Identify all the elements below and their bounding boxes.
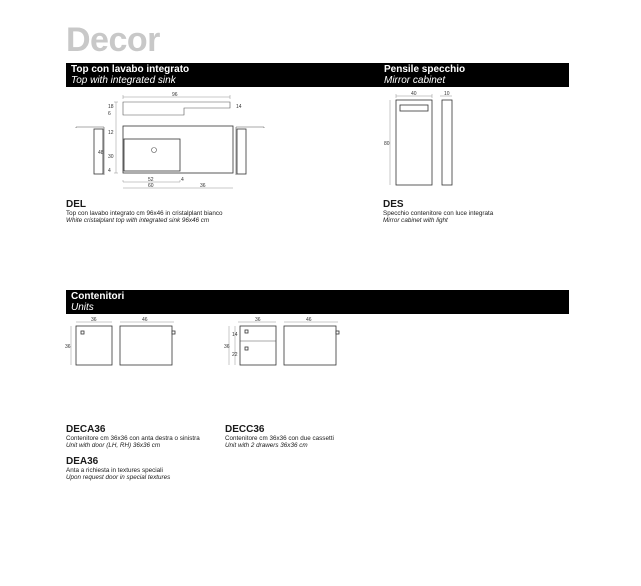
section-title-en: Mirror cabinet bbox=[384, 75, 446, 86]
product-code-deca36: DECA36 bbox=[66, 424, 106, 435]
product-desc-it: Anta a richiesta in textures speciali bbox=[66, 467, 163, 474]
del-dim-label: 6 bbox=[108, 111, 111, 117]
del-technical-drawing bbox=[60, 88, 330, 198]
del-sink-basin bbox=[124, 139, 180, 171]
product-code-decc36: DECC36 bbox=[225, 424, 265, 435]
section-title-it: Contenitori bbox=[71, 291, 125, 302]
decc36-dim-label: 36 bbox=[255, 317, 261, 323]
del-dim-label: 36 bbox=[200, 183, 206, 189]
decc36-hinge-icon bbox=[336, 331, 339, 334]
product-desc-it: Specchio contenitore con luce integrata bbox=[383, 210, 494, 217]
del-dim-label: 12 bbox=[108, 130, 114, 136]
section-header-top bbox=[66, 63, 383, 87]
product-desc-en: White cristalplant top with integrated sink 96x46 cm bbox=[66, 217, 210, 224]
des-dim-label: 40 bbox=[411, 91, 417, 97]
decc36-dim-label: 36 bbox=[224, 344, 230, 350]
deca36-dim-label: 36 bbox=[91, 317, 97, 323]
section-title-en: Top with integrated sink bbox=[71, 75, 176, 86]
decc36-technical-drawing bbox=[222, 316, 352, 376]
page-title: Decor bbox=[66, 21, 160, 59]
del-dim-width-label: 96 bbox=[172, 92, 178, 98]
deca36-hinge-icon bbox=[172, 331, 175, 334]
section-title-en: Units bbox=[71, 302, 94, 313]
des-dim-label: 10 bbox=[444, 91, 450, 97]
des-light-strip bbox=[400, 105, 428, 111]
product-desc-it: Contenitore cm 36x36 con due cassetti bbox=[225, 435, 334, 442]
decc36-knob-icon bbox=[245, 347, 248, 350]
deca36-technical-drawing bbox=[62, 316, 192, 376]
del-dim-label: 30 bbox=[108, 154, 114, 160]
del-dim-label: 4 bbox=[108, 168, 111, 174]
del-dim-label: 60 bbox=[148, 183, 154, 189]
decc36-dim-label: 46 bbox=[306, 317, 312, 323]
product-desc-en: Unit with 2 drawers 36x36 cm bbox=[225, 442, 308, 449]
del-dim-label: 48 bbox=[98, 150, 104, 156]
decc36-knob-icon bbox=[245, 330, 248, 333]
del-dim-left bbox=[114, 102, 118, 173]
section-header-units bbox=[66, 290, 569, 314]
product-code-del: DEL bbox=[66, 199, 86, 210]
des-mirror-side bbox=[442, 100, 452, 185]
del-dim-label: 52 bbox=[148, 177, 154, 183]
decc36-dim-label: 14 bbox=[232, 332, 238, 338]
des-technical-drawing bbox=[380, 88, 470, 198]
product-desc-en: Upon request door in special textures bbox=[66, 474, 171, 481]
section-header-mirror bbox=[379, 63, 569, 87]
product-code-dea36: DEA36 bbox=[66, 456, 99, 467]
del-top-plan bbox=[123, 102, 230, 115]
section-title-it: Pensile specchio bbox=[384, 64, 466, 75]
deca36-knob-icon bbox=[81, 331, 84, 334]
del-dim-label: 14 bbox=[236, 104, 242, 110]
del-dim-label: 18 bbox=[108, 104, 114, 110]
del-dim-label: 4 bbox=[181, 177, 184, 183]
deca36-side-view bbox=[120, 326, 172, 365]
des-dim-label: 80 bbox=[384, 141, 390, 147]
deca36-dim-label: 46 bbox=[142, 317, 148, 323]
product-code-des: DES bbox=[383, 199, 404, 210]
section-title-it: Top con lavabo integrato bbox=[71, 64, 190, 75]
des-mirror-front bbox=[396, 100, 432, 185]
deca36-dim-label: 36 bbox=[65, 344, 71, 350]
product-desc-it: Contenitore cm 36x36 con anta destra o sinistra bbox=[66, 435, 200, 442]
decc36-dim-label: 22 bbox=[232, 352, 238, 358]
product-desc-en: Unit with door (LH, RH) 36x36 cm bbox=[66, 442, 161, 449]
product-desc-it: Top con lavabo integrato cm 96x46 in cristalplant bianco bbox=[66, 210, 223, 217]
del-side-panel-right bbox=[237, 129, 246, 174]
decc36-side-view bbox=[284, 326, 336, 365]
product-desc-en: Mirror cabinet with light bbox=[383, 217, 448, 224]
